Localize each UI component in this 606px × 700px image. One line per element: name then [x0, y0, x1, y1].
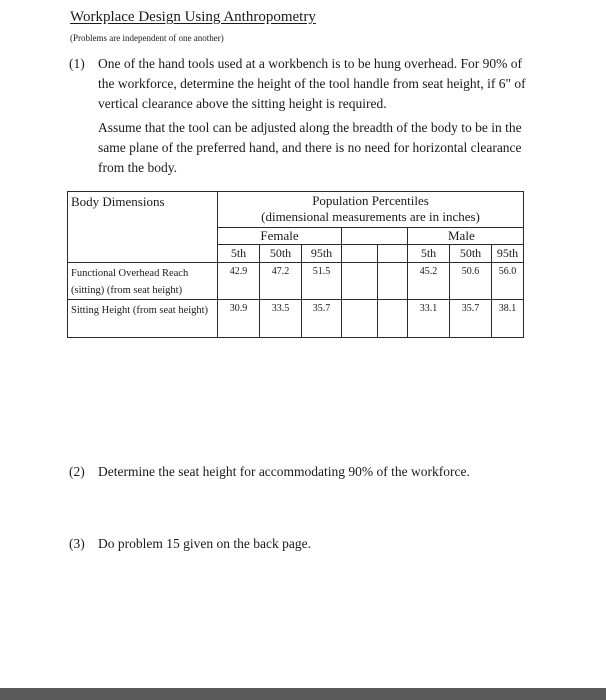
table-cell: 50.6	[450, 263, 492, 300]
problem-number: (3)	[69, 536, 85, 551]
table-row	[68, 300, 524, 338]
empty-cell	[342, 263, 378, 300]
population-header-title: Population Percentiles	[312, 193, 429, 208]
female-header: Female	[218, 228, 342, 245]
table-cell: 51.5	[302, 263, 342, 300]
bottom-edge-bar	[0, 688, 606, 700]
problem-text: One of the hand tools used at a workbench is to be hung overhead. For 90% of the workforce, determine the height of the tool handle from seat height, if 6" of vertical clearance above the sitting height is required.	[98, 56, 526, 111]
male-95th-header: 95th	[492, 245, 524, 263]
empty-cell	[378, 263, 408, 300]
table-row	[68, 263, 524, 300]
problem-text: Do problem 15 given on the back page.	[98, 536, 311, 551]
table-cell: 30.9	[218, 300, 260, 338]
header-gap	[378, 245, 408, 263]
problem-number: (1)	[69, 56, 85, 71]
subnote: (Problems are independent of one another)	[70, 33, 224, 43]
table-cell: 35.7	[302, 300, 342, 338]
female-50th-header: 50th	[260, 245, 302, 263]
female-5th-header: 5th	[218, 245, 260, 263]
table-cell: 33.5	[260, 300, 302, 338]
header-gap	[342, 245, 378, 263]
empty-cell	[342, 300, 378, 338]
table-cell: 35.7	[450, 300, 492, 338]
row-label: Sitting Height (from seat height)	[68, 300, 218, 338]
male-50th-header: 50th	[450, 245, 492, 263]
table-cell: 45.2	[408, 263, 450, 300]
male-5th-header: 5th	[408, 245, 450, 263]
header-gap	[342, 228, 408, 245]
problem-text: Determine the seat height for accommodating 90% of the workforce.	[98, 464, 470, 479]
table-cell: 42.9	[218, 263, 260, 300]
table-cell: 33.1	[408, 300, 450, 338]
anthropometry-table	[67, 191, 524, 338]
row-label: Functional Overhead Reach (sitting) (from seat height)	[68, 263, 218, 300]
empty-cell	[378, 300, 408, 338]
page-title: Workplace Design Using Anthropometry	[70, 9, 316, 25]
female-95th-header: 95th	[302, 245, 342, 263]
problem-number: (2)	[69, 464, 85, 479]
body-dimensions-header: Body Dimensions	[68, 192, 218, 263]
table-cell: 56.0	[492, 263, 524, 300]
table-cell: 47.2	[260, 263, 302, 300]
male-header: Male	[408, 228, 524, 245]
assumption-text: Assume that the tool can be adjusted along the breadth of the body to be in the same plane of the preferred hand, and there is no need for horizontal clearance from the body.	[98, 120, 522, 175]
population-header-units: (dimensional measurements are in inches)	[261, 209, 480, 224]
population-percentiles-header	[218, 192, 524, 228]
table-cell: 38.1	[492, 300, 524, 338]
